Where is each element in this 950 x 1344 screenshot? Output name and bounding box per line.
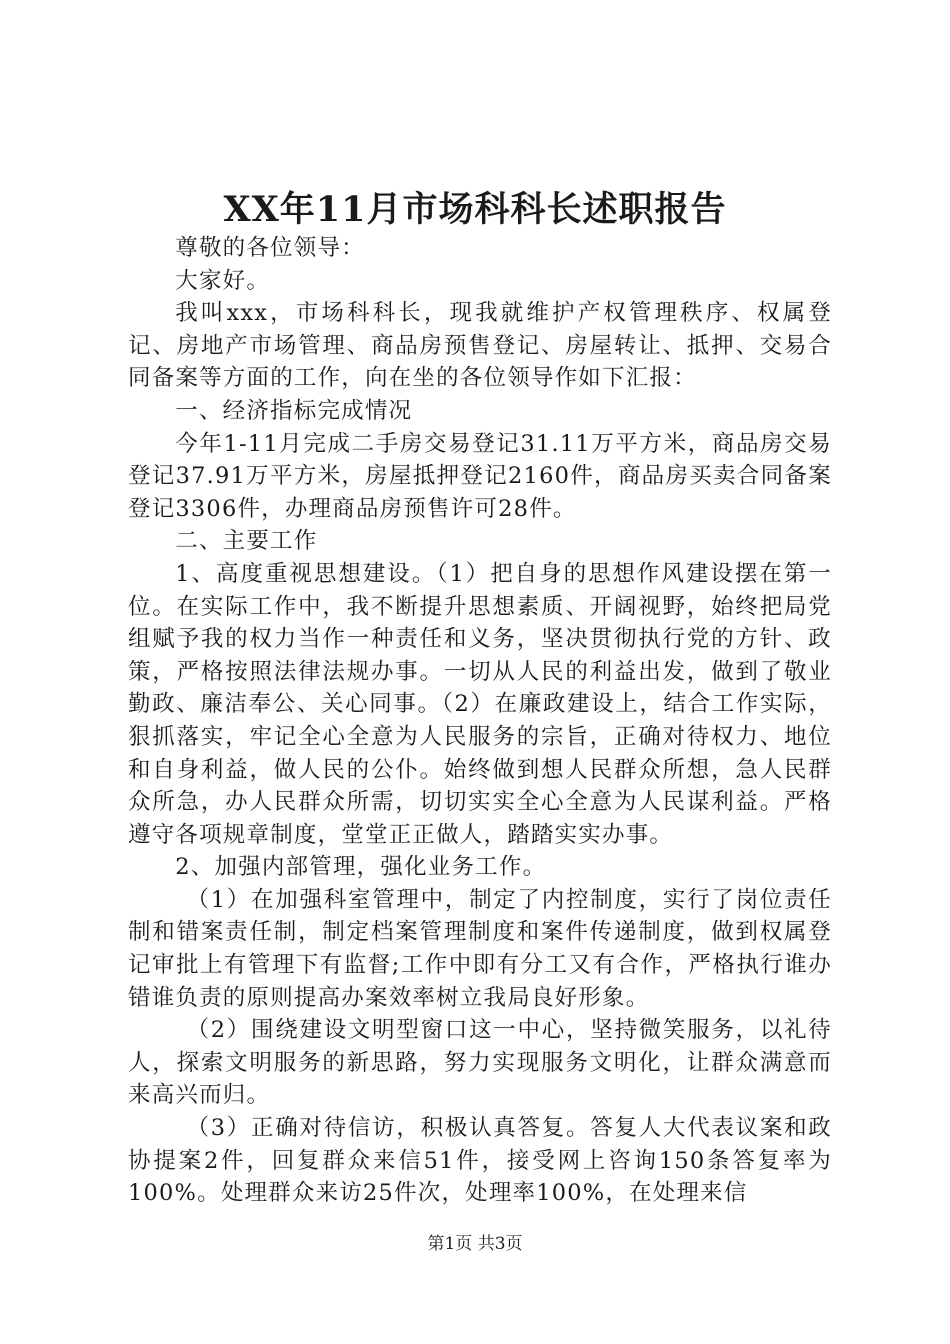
document-body — [128, 232, 832, 1210]
salutation: 尊敬的各位领导： — [175, 235, 365, 261]
greeting: 大家好。 — [175, 267, 271, 294]
intro-paragraph: 我叫xxx，市场科科长，现我就维护产权管理秩序、权属登记、房地产市场管理、商品房预售登记、房屋转让、抵押、交易合同备案等方面的工作，向在坐的各位领导作如下汇报： — [128, 300, 832, 392]
section-heading-1: 一、经济指标完成情况 — [175, 397, 413, 424]
work-item-2-sub-3: （3）正确对待信访，积极认真答复。答复人大代表议案和政协提案2件，回复群众来信51件，接受网上咨询150条答复率为100%。处理群众来访25件次，处理率100%，在处理来信 — [128, 1115, 832, 1207]
page-number-footer: 第1页 共3页 — [427, 1234, 523, 1254]
indicators-paragraph: 今年1-11月完成二手房交易登记31.11万平方米，商品房交易登记37.91万平方米，房屋抵押登记2160件，商品房买卖合同备案登记3306件，办理商品房预售许可28件。 — [128, 430, 832, 522]
work-item-2-sub-2: （2）围绕建设文明型窗口这一中心，坚持微笑服务，以礼待人，探索文明服务的新思路，努力实现服务文明化，让群众满意而来高兴而归。 — [128, 1017, 832, 1109]
section-heading-2: 二、主要工作 — [175, 528, 318, 555]
document-title: XX年11月市场科科长述职报告 — [223, 189, 727, 230]
work-item-2-heading: 2、加强内部管理，强化业务工作。 — [175, 854, 547, 881]
work-item-2-sub-1: （1）在加强科室管理中，制定了内控制度，实行了岗位责任制和错案责任制，制定档案管理制度和案件传递制度，做到权属登记审批上有管理下有监督;工作中即有分工又有合作，严格执行谁办错谁负责的原则提高办案效率树立我局良好形象。 — [128, 886, 832, 1011]
work-item-1-paragraph: 1、高度重视思想建设。（1）把自身的思想作风建设摆在第一位。在实际工作中，我不断提升思想素质、开阔视野，始终把局党组赋予我的权力当作一种责任和义务，坚决贯彻执行党的方针、政策，严格按照法律法规办事。一切从人民的利益出发，做到了敬业勤政、廉洁奉公、关心同事。（2）在廉政建设上，结合工作实际，狠抓落实，牢记全心全意为人民服务的宗旨，正确对待权力、地位和自身利益，做人民的公仆。始终做到想人民群众所想，急人民群众所急，办人民群众所需，切切实实全心全意为人民谋利益。严格遵守各项规章制度，堂堂正正做人，踏踏实实办事。 — [128, 560, 832, 848]
